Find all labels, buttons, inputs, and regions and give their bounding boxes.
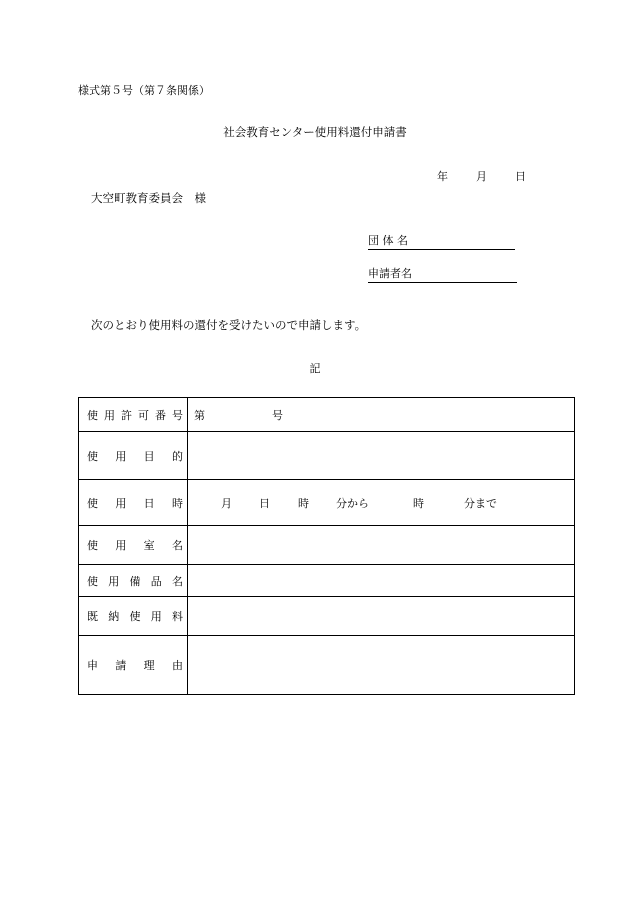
- row-label-char: 室: [143, 539, 155, 552]
- table-row: [79, 526, 575, 565]
- row-label-char: 由: [171, 659, 183, 672]
- form-number: 様式第５号（第７条関係）: [78, 84, 210, 97]
- row-label-char: 用: [104, 408, 115, 422]
- table-row: [79, 398, 575, 432]
- row-label-char: 用: [115, 496, 127, 510]
- row-label-char: 可: [138, 408, 149, 422]
- datetime-minute-to: 分まで: [464, 496, 497, 510]
- purpose-field[interactable]: [188, 432, 575, 480]
- table-row: [79, 565, 575, 597]
- row-label-char: 使: [87, 449, 98, 463]
- row-label-room: [79, 526, 188, 565]
- row-label-char: 目: [143, 449, 155, 463]
- group-name-label: 団 体 名: [368, 234, 408, 247]
- notes-heading: 記: [309, 362, 321, 375]
- applicant-name-label: 申請者名: [368, 267, 412, 280]
- datetime-field[interactable]: [188, 480, 575, 526]
- permit-prefix: 第: [194, 408, 205, 422]
- row-label-char: 使: [87, 496, 98, 510]
- row-label-permit-number: [79, 398, 188, 432]
- request-statement: 次のとおり使用料の還付を受けたいので申請します。: [91, 318, 367, 332]
- row-label-char: 使: [129, 610, 141, 623]
- table-row: [79, 432, 575, 480]
- row-label-char: 号: [172, 408, 183, 422]
- datetime-hour-to: 時: [413, 496, 424, 510]
- row-label-char: 申: [87, 659, 98, 672]
- row-label-char: 番: [155, 408, 166, 422]
- row-label-char: 使: [87, 539, 98, 552]
- row-label-char: 名: [172, 574, 183, 588]
- row-label-char: 許: [121, 408, 132, 422]
- row-label-datetime: [79, 480, 188, 526]
- permit-number-field[interactable]: [188, 398, 575, 432]
- row-label-char: 時: [171, 496, 183, 510]
- date-day-label: 日: [515, 170, 526, 183]
- row-label-char: 料: [172, 610, 183, 623]
- row-label-char: 理: [143, 659, 155, 672]
- row-label-char: 用: [115, 449, 127, 463]
- row-label-paid-fee: [79, 597, 188, 636]
- row-label-char: 既: [87, 610, 98, 623]
- row-label-equipment: [79, 565, 188, 597]
- applicant-name-field[interactable]: [368, 266, 517, 283]
- equipment-field[interactable]: [188, 565, 575, 597]
- row-label-reason: [79, 636, 188, 695]
- date-year-label: 年: [437, 170, 448, 183]
- row-label-purpose: [79, 432, 188, 480]
- room-field[interactable]: [188, 526, 575, 565]
- row-label-char: 用: [108, 574, 120, 588]
- datetime-minute-from: 分から: [336, 496, 369, 510]
- row-label-char: 使: [87, 408, 98, 422]
- row-label-char: 備: [129, 574, 141, 588]
- application-details-table: [78, 397, 575, 695]
- addressee: 大空町教育委員会 様: [91, 191, 206, 205]
- permit-suffix: 号: [272, 408, 283, 422]
- datetime-month: 月: [221, 496, 232, 510]
- datetime-hour-from: 時: [298, 496, 309, 510]
- row-label-char: 品: [150, 574, 162, 588]
- row-label-char: 名: [171, 539, 183, 552]
- row-label-char: 使: [87, 574, 98, 588]
- row-label-char: 的: [171, 449, 183, 463]
- table-row: [79, 480, 575, 526]
- document-title: 社会教育センター使用料還付申請書: [223, 125, 407, 139]
- row-label-char: 用: [115, 539, 127, 552]
- row-label-char: 納: [108, 610, 120, 623]
- reason-field[interactable]: [188, 636, 575, 695]
- row-label-char: 用: [150, 610, 162, 623]
- group-name-field[interactable]: [368, 233, 515, 250]
- datetime-day: 日: [259, 496, 270, 510]
- paid-fee-field[interactable]: [188, 597, 575, 636]
- date-month-label: 月: [476, 170, 487, 183]
- row-label-char: 日: [143, 496, 155, 510]
- table-row: [79, 597, 575, 636]
- table-row: [79, 636, 575, 695]
- row-label-char: 請: [115, 659, 127, 672]
